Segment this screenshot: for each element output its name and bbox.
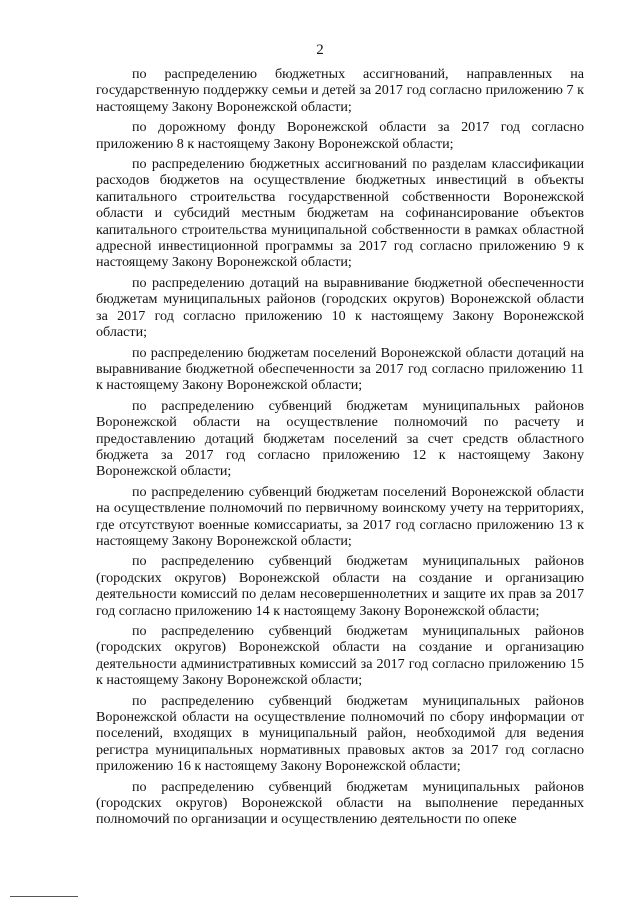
paragraph-appendix-7: по распределению бюджетных ассигнований, направленных на государственную поддержку семьи и детей за 2017 год согласно приложению 7 к настоящему Закону Воронежской области; xyxy=(96,66,584,115)
page-number: 2 xyxy=(316,42,324,58)
paragraph-appendix-12: по распределению субвенций бюджетам муниципальных районов Воронежской области на осуществление полномочий по расчету и предоставлению дотаций бюджетам поселений за счет средств областного бюджета за 2017 год согласно приложению 12 к настоящему Закону Воронежской области; xyxy=(96,397,584,480)
paragraph-appendix-8: по дорожному фонду Воронежской области за 2017 год согласно приложению 8 к настоящему Закону Воронежской области; xyxy=(96,119,584,152)
paragraph-custody-continued: по распределению субвенций бюджетам муниципальных районов (городских округов) Воронежской области на выполнение переданных полномочий по организации и осуществлению деятельности по опеке xyxy=(96,778,584,828)
paragraph-appendix-14: по распределению субвенций бюджетам муниципальных районов (городских округов) Воронежской области на создание и организацию деятельности комиссий по делам несовершеннолетних и защите их прав за 2017 год согласно приложению 14 к настоящему Закону Воронежской области; xyxy=(96,553,584,619)
paragraph-appendix-11: по распределению бюджетам поселений Воронежской области дотаций на выравнивание бюджетной обеспеченности за 2017 год согласно приложению 11 к настоящему Закону Воронежской области; xyxy=(96,344,584,394)
paragraph-appendix-13: по распределению субвенций бюджетам поселений Воронежской области на осуществление полномочий по первичному воинскому учету на территориях, где отсутствуют военные комиссариаты, за 2017 год согласно приложению 13 к настоящему Закону Воронежской области; xyxy=(96,483,584,549)
paragraph-appendix-15: по распределению субвенций бюджетам муниципальных районов (городских округов) Воронежской области на создание и организацию деятельности административных комиссий за 2017 год согласно приложению 15 к настоящему Закону Воронежской области; xyxy=(96,623,584,689)
document-body xyxy=(96,66,584,832)
footer-rule xyxy=(10,896,78,897)
paragraph-appendix-16: по распределению субвенций бюджетам муниципальных районов Воронежской области на осуществление полномочий по сбору информации от поселений, входящих в муниципальный район, необходимой для ведения регистра муниципальных нормативных правовых актов за 2017 год согласно приложению 16 к настоящему Закону Воронежской области; xyxy=(96,692,584,775)
paragraph-appendix-9: по распределению бюджетных ассигнований по разделам классификации расходов бюджетов на осуществление бюджетных инвестиций в объекты капитального строительства государственной собственности Воронежской области и субсидий местным бюджетам на софинансирование объектов капитального строительства муниципальной собственности в рамках областной адресной инвестиционной программы за 2017 год согласно приложению 9 к настоящему Закону Воронежской области; xyxy=(96,156,584,271)
paragraph-appendix-10: по распределению дотаций на выравнивание бюджетной обеспеченности бюджетам муниципальных районов (городских округов) Воронежской области за 2017 год согласно приложению 10 к настоящему Закону Воронежской области; xyxy=(96,274,584,341)
